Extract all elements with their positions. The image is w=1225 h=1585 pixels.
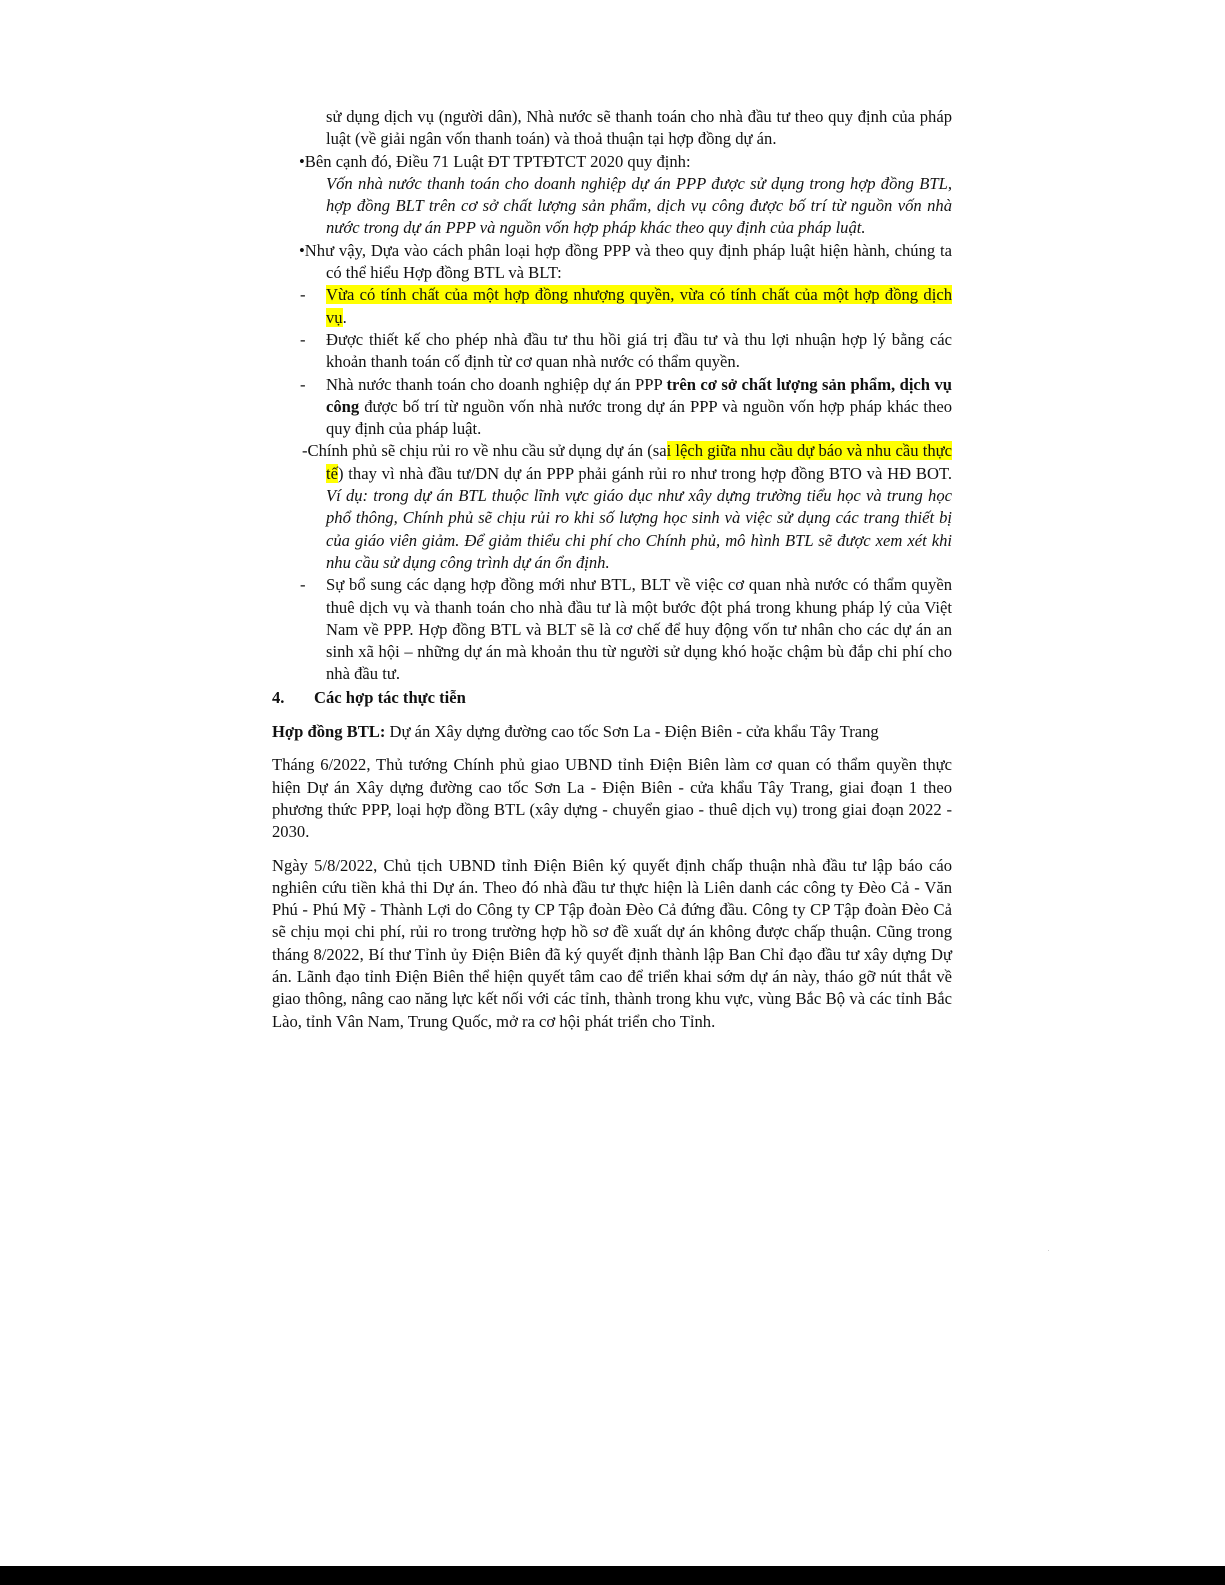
list-item-risk xyxy=(272,440,952,574)
scan-speck xyxy=(1048,1250,1049,1251)
list-item-text: . xyxy=(342,307,347,327)
list-item-text: Nhà nước thanh toán cho doanh nghiệp dự án PPP xyxy=(326,374,667,394)
bullet-summary: •Như vậy, Dựa vào cách phân loại hợp đồng PPP và theo quy định pháp luật hiện hành, chúng ta có thể hiểu Hợp đồng BTL và BLT: xyxy=(299,240,952,283)
bullet-article-71: •Bên cạnh đó, Điều 71 Luật ĐT TPTĐTCT 2020 quy định: xyxy=(299,151,691,171)
paragraph: Ngày 5/8/2022, Chủ tịch UBND tỉnh Điện Biên ký quyết định chấp thuận nhà đầu tư lập báo cáo nghiên cứu tiền khả thi Dự án. Theo đó nhà đầu tư thực hiện là Liên danh các công ty Đèo Cả - Văn Phú - Phú Mỹ - Thành Lợi do Công ty CP Tập đoàn Đèo Cả đứng đầu. Công ty CP Tập đoàn Đèo Cả sẽ chịu mọi chi phí, rủi ro trong trường hợp hồ sơ đề xuất dự án không được chấp thuận. Cũng trong tháng 8/2022, Bí thư Tỉnh ủy Điện Biên đã ký quyết định thành lập Ban Chỉ đạo đầu tư xây dựng Dự án. Lãnh đạo tỉnh Điện Biên thể hiện quyết tâm cao để triển khai sớm dự án này, tháo gỡ nút thắt về giao thông, nâng cao năng lực kết nối với các tỉnh, thành trong khu vực, vùng Bắc Bộ và các tỉnh Bắc Lào, tỉnh Vân Nam, Trung Quốc, mở ra cơ hội phát triển cho Tỉnh. xyxy=(272,855,952,1031)
paragraph-btl xyxy=(272,721,952,743)
paragraph-text: Dự án Xây dựng đường cao tốc Sơn La - Điện Biên - cửa khẩu Tây Trang xyxy=(385,722,879,742)
list-item-text: Được thiết kế cho phép nhà đầu tư thu hồi giá trị đầu tư và thu lợi nhuận hợp lý bằng các khoản thanh toán cố định từ cơ quan nhà nước có thẩm quyền. xyxy=(326,329,952,372)
list-item-text: ) thay vì nhà đầu tư/DN dự án PPP phải gánh rủi ro như trong hợp đồng BTO và HĐ BOT. xyxy=(337,463,952,483)
list-item xyxy=(272,284,952,329)
italic-example: Ví dụ: trong dự án BTL thuộc lĩnh vực giáo dục như xây dựng trường tiểu học và trung học phổ thông, Chính phủ sẽ chịu rủi ro khi số lượng học sinh và việc sử dụng các trang thiết bị của giáo viên giảm. Để giảm thiểu chi phí cho Chính phủ, mô hình BTL sẽ được xem xét khi nhu cầu sử dụng công trình dự án ổn định. xyxy=(326,486,952,572)
list-item-text: -Chính phủ sẽ chịu rủi ro về nhu cầu sử dụng dự án (sa xyxy=(302,441,667,461)
bold-text: trên cơ sở chất lượng sản phẩm, dịch vụ công xyxy=(326,374,952,416)
list-item xyxy=(272,329,952,374)
section-title: Các hợp tác thực tiễn xyxy=(314,687,466,707)
list-item-text: Sự bổ sung các dạng hợp đồng mới như BTL, BLT về việc cơ quan nhà nước có thẩm quyền thuê dịch vụ và thanh toán cho nhà đầu tư là một bước đột phá trong khung pháp lý của Việt Nam về PPP. Hợp đồng BTL và BLT sẽ là cơ chế để huy động vốn tư nhân cho các dự án an sinh xã hội – những dự án mà khoản thu từ người sử dụng khó hoặc chậm bù đắp chi phí cho nhà đầu tư. xyxy=(326,575,952,684)
bold-label: Hợp đồng BTL: xyxy=(272,722,386,742)
section-number: 4. xyxy=(272,687,285,707)
highlighted-text: i lệch giữa nhu cầu dự báo và nhu cầu thực tế xyxy=(326,441,952,483)
bottom-border-bar xyxy=(0,1566,1225,1585)
list-item xyxy=(272,374,952,441)
highlighted-text: Vừa có tính chất của một hợp đồng nhượng quyền, vừa có tính chất của một hợp đồng dịch vụ xyxy=(326,285,952,327)
dash-marker: - xyxy=(300,575,306,595)
paragraph: Tháng 6/2022, Thủ tướng Chính phủ giao UBND tỉnh Điện Biên làm cơ quan có thẩm quyền thực hiện Dự án Xây dựng đường cao tốc Sơn La - Điện Biên - cửa khẩu Tây Trang, giai đoạn 1 theo phương thức PPP, loại hợp đồng BTL (xây dựng - chuyển giao - thuê dịch vụ) trong giai đoạn 2022 - 2030. xyxy=(272,755,952,842)
continued-paragraph: sử dụng dịch vụ (người dân), Nhà nước sẽ thanh toán cho nhà đầu tư theo quy định của pháp luật (về giải ngân vốn thanh toán) và thoả thuận tại hợp đồng dự án. xyxy=(326,107,952,149)
list-item-text: được bố trí từ nguồn vốn nhà nước trong dự án PPP và nguồn vốn hợp pháp khác theo quy định của pháp luật. xyxy=(326,396,952,439)
list-item xyxy=(272,574,952,685)
dash-marker: - xyxy=(300,329,306,349)
section-heading xyxy=(272,687,952,709)
quoted-article-71: Vốn nhà nước thanh toán cho doanh nghiệp dự án PPP được sử dụng trong hợp đồng BTL, hợp đồng BLT trên cơ sở chất lượng sản phẩm, dịch vụ công được bố trí từ nguồn vốn nhà nước trong dự án PPP và nguồn vốn hợp pháp khác theo quy định của pháp luật. xyxy=(326,173,952,238)
dash-marker: - xyxy=(300,285,306,305)
page-body xyxy=(272,106,952,1033)
dash-marker: - xyxy=(300,374,306,394)
